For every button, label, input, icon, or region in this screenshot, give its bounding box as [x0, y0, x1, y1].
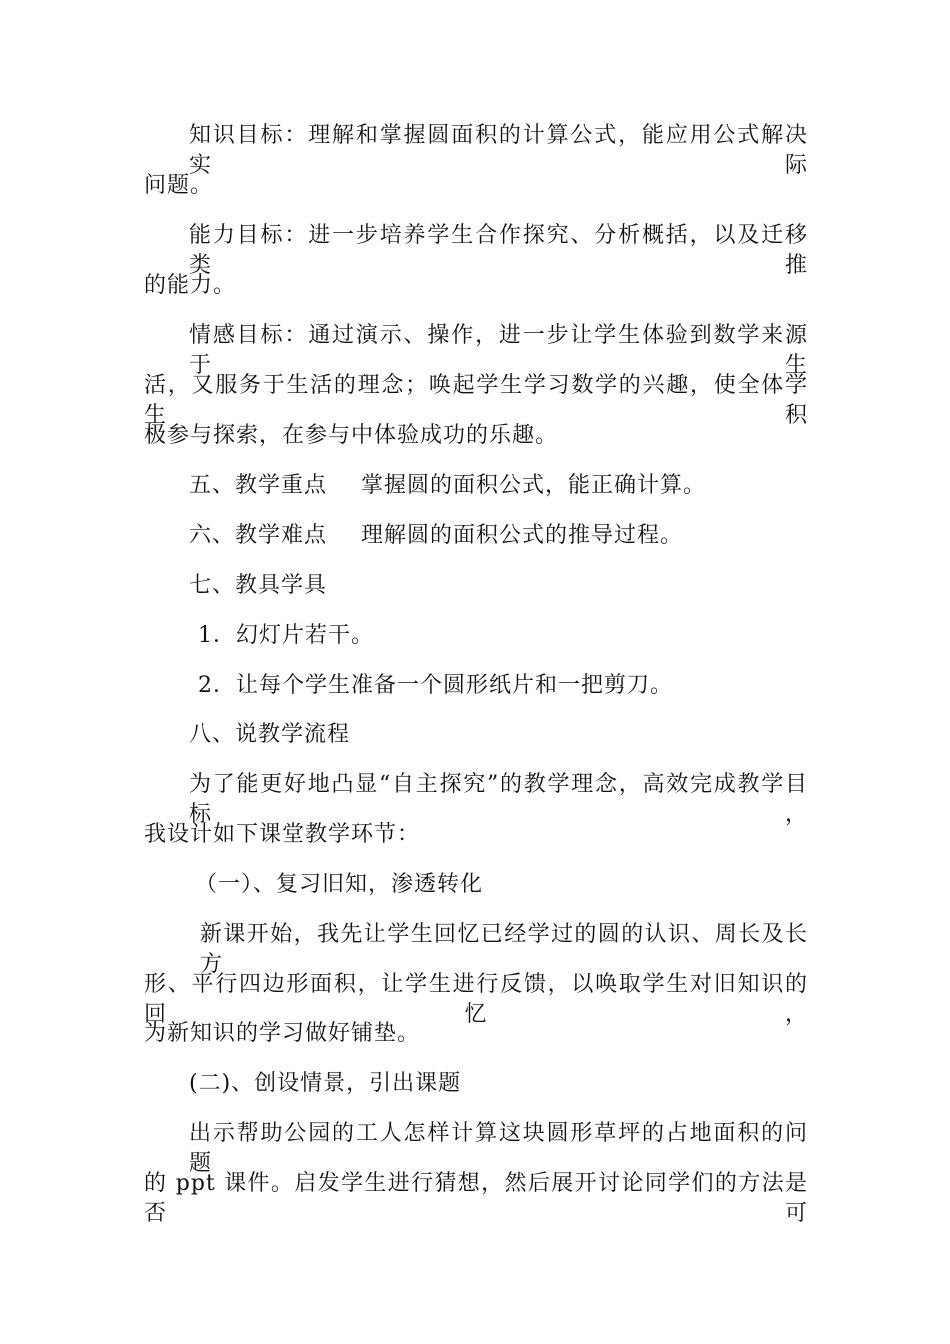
ability-goal-line-1: 能力目标：进一步培养学生合作探究、分析概括，以及迁移类推 — [189, 223, 808, 278]
section-review-line-2: 形、平行四边形面积，让学生进行反馈，以唤取学生对旧知识的回忆， — [144, 972, 808, 1027]
teaching-tools-item-2: 2．让每个学生准备一个圆形纸片和一把剪刀。 — [198, 673, 673, 698]
section-review-line-3: 为新知识的学习做好铺垫。 — [144, 1021, 421, 1046]
teaching-tools-heading: 七、教具学具 — [189, 573, 328, 598]
teaching-process-heading: 八、说教学流程 — [189, 722, 351, 747]
ability-goal-line-2: 的能力。 — [144, 273, 237, 298]
teaching-difficulty-heading: 六、教学难点 — [189, 523, 328, 548]
section-scenario-line-1: 出示帮助公园的工人怎样计算这块圆形草坪的占地面积的问题 — [189, 1121, 808, 1176]
section-scenario-heading: (二)、创设情景，引出课题 — [189, 1071, 462, 1096]
teaching-key-point-heading: 五、教学重点 — [189, 473, 328, 498]
teaching-difficulty-text: 理解圆的面积公式的推导过程。 — [361, 523, 684, 548]
section-review-line-1: 新课开始，我先让学生回忆已经学过的圆的认识、周长及长方 — [200, 922, 808, 977]
emotion-goal-line-1: 情感目标：通过演示、操作，进一步让学生体验到数学来源于生 — [189, 323, 808, 378]
teaching-tools-item-1: 1．幻灯片若干。 — [198, 623, 374, 648]
emotion-goal-line-3: 极参与探索，在参与中体验成功的乐趣。 — [144, 423, 559, 448]
knowledge-goal-line-1: 知识目标：理解和掌握圆面积的计算公式，能应用公式解决实际 — [189, 123, 808, 178]
teaching-key-point-text: 掌握圆的面积公式，能正确计算。 — [361, 473, 707, 498]
emotion-goal-line-2: 活，又服务于生活的理念；唤起学生学习数学的兴趣，使全体学生积 — [144, 373, 808, 428]
section-scenario-line-2: 的 ppt 课件。启发学生进行猜想，然后展开讨论同学们的方法是否可 — [144, 1171, 808, 1226]
teaching-difficulty — [189, 521, 683, 551]
teaching-process-intro-line-1: 为了能更好地凸显“自主探究”的教学理念，高效完成教学目标， — [189, 772, 808, 827]
knowledge-goal-line-2: 问题。 — [144, 173, 214, 198]
section-review-heading: （一）、复习旧知，渗透转化 — [195, 872, 484, 897]
teaching-key-point — [189, 471, 706, 501]
teaching-process-intro-line-2: 我设计如下课堂教学环节： — [144, 822, 421, 847]
